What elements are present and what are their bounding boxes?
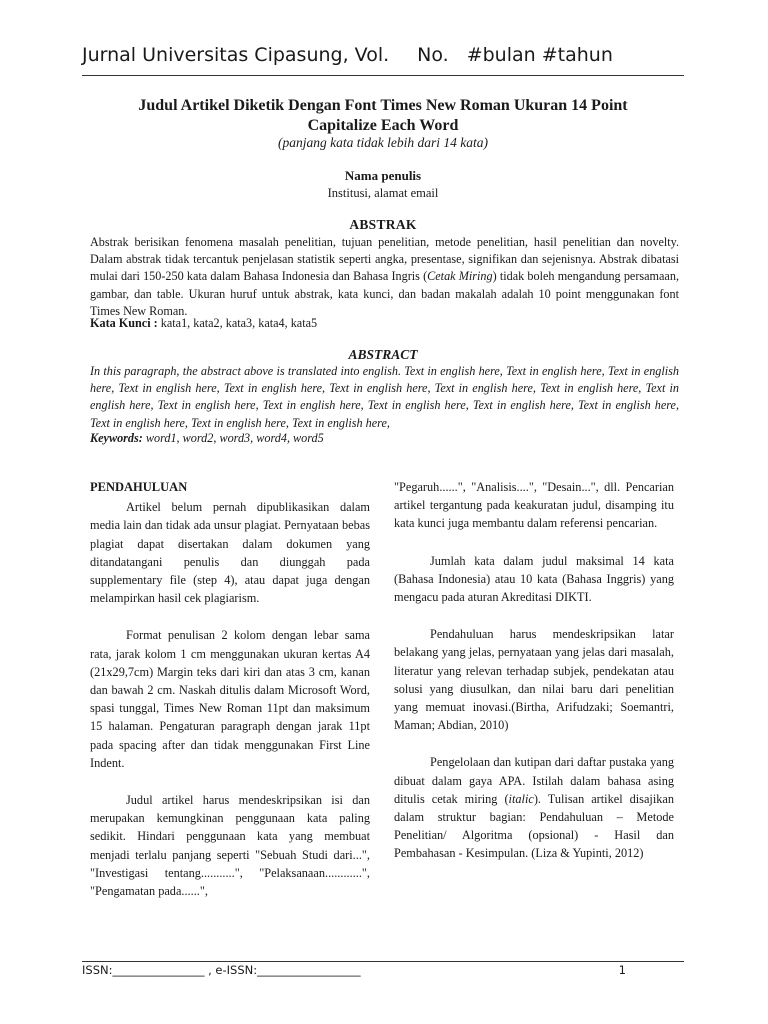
journal-name: Jurnal Universitas Cipasung, Vol. xyxy=(82,44,390,66)
abstrak-heading: ABSTRAK xyxy=(349,217,417,232)
section-heading-pendahuluan: PENDAHULUAN xyxy=(90,480,188,494)
article-title xyxy=(82,96,684,136)
abstrak-text-part2: ) tidak boleh mengandung persamaan, gambar, dan table. Ukuran huruf untuk abstrak, kata kunci, dan badan makalah adalah 10 point menggunakan font Times New Roman. xyxy=(90,269,679,318)
keywords-values: word1, word2, word3, word4, word5 xyxy=(142,431,324,445)
author-institution: Institusi, alamat email xyxy=(327,186,439,200)
footer-rule xyxy=(82,961,684,962)
body-paragraph-italic: italic xyxy=(508,791,534,806)
kata-kunci-label: Kata Kunci : xyxy=(90,316,158,330)
abstract-text: In this paragraph, the abstract above is translated into english. Text in english here, Text in english here, Text in english here, Text in english here, Text in english here, Text in english here, Text in english here, Text in english here, Text in english here, Text in english here, Text in english here, Text in english here, Text in english here, Text in english here, Text in english here, Text in english here, Text in english here, xyxy=(90,364,679,430)
abstract-heading: ABSTRACT xyxy=(348,347,418,362)
body-paragraph: Format penulisan 2 kolom dengan lebar sama rata, jarak kolom 1 cm menggunakan ukuran kertas A4 (21x29,7cm) Margin teks dari kiri dan atas 3 cm, kanan dan bawah 2 cm. Naskah ditulis dalam Microsoft Word, spasi tunggal, Times New Roman 11pt dan maksimum 15 halaman. Pengaturan paragraph dengan jarak 11pt pada spacing after dan tidak menggunakan First Line Indent. xyxy=(90,628,370,770)
title-line-2: Capitalize Each Word xyxy=(307,117,459,134)
keywords-label: Keywords: xyxy=(90,431,143,445)
body-paragraph: Judul artikel harus mendeskripsikan isi dan merupakan kemungkinan penggunaan kata paling sedikit. Hindari penggunaan kata yang membuat menjadi terlalu panjang seperti "Sebuah Studi dari...", "Investigasi tentang...........", "Pelaksanaan............", "Pengamatan pada......", xyxy=(90,793,370,899)
body-paragraph: Pendahuluan harus mendeskripsikan latar belakang yang jelas, pernyataan yang jelas dari masalah, literatur yang relevan terhadap subjek, pendekatan atau solusi yang diusulkan, dan nilai baru dari penelitian yang memuat inovasi.(Birtha, Arifudzaki; Soemantri, Maman; Abdian, 2010) xyxy=(394,627,674,733)
kata-kunci xyxy=(90,316,679,331)
keywords xyxy=(90,431,679,446)
abstrak-text xyxy=(90,234,679,320)
abstrak-text-part1: Abstrak berisikan fenomena masalah penelitian, tujuan penelitian, metode penelitian, hasil penelitian dan novelty. Dalam abstrak tidak tercantuk penjelasan statistik seperti angka, presentase, signifikan dan sejenisnya. Abstrak dibatasi mulai dari 150-250 kata dalam Bahasa Indonesia dan Bahasa Ingris ( xyxy=(90,235,679,284)
body-paragraph: "Pegaruh......", "Analisis....", "Desain...", dll. Pencarian artikel tergantung pada keakuratan judul, disamping itu kata kunci juga membantu dalam referensi pencarian. xyxy=(394,480,674,531)
body-paragraph xyxy=(394,753,674,862)
kata-kunci-values: kata1, kata2, kata3, kata4, kata5 xyxy=(157,316,318,330)
title-note: (panjang kata tidak lebih dari 14 kata) xyxy=(278,135,488,150)
journal-date: #bulan #tahun xyxy=(466,44,613,66)
body-paragraph: Artikel belum pernah dipublikasikan dalam media lain dan tidak ada unsur plagiat. Pernyataan bebas plagiat dapat disertakan dalam dokumen yang ditandatangani penulis dan diunggah pada supplementary file (step 4), atau dapat juga dengan melampirkan hasil cek plagiarism. xyxy=(90,500,370,606)
right-column xyxy=(394,478,674,882)
issn-line: ISSN:________________ , e-ISSN:__________________ xyxy=(82,963,361,977)
journal-header xyxy=(82,44,682,66)
left-column xyxy=(90,478,370,919)
abstrak-text-italic: Cetak Miring xyxy=(427,269,493,284)
body-paragraph: Jumlah kata dalam judul maksimal 14 kata (Bahasa Indonesia) atau 10 kata (Bahasa Inggris) yang mengacu pada aturan Akreditasi DIKTI. xyxy=(394,553,674,605)
body-paragraph-part1: Pengelolaan dan kutipan dari daftar pustaka yang dibuat dalam gaya APA. Istilah dalam bahasa asing ditulis cetak miring ( xyxy=(394,755,674,806)
header-rule xyxy=(82,75,684,76)
author-name: Nama penulis xyxy=(344,168,422,183)
page-number: 1 xyxy=(618,963,626,977)
title-line-1: Judul Artikel Diketik Dengan Font Times New Roman Ukuran 14 Point xyxy=(138,97,628,114)
journal-number: No. xyxy=(417,44,449,66)
body-paragraph-part2: ). Tulisan artikel disajikan dalam struktur bagian: Pendahuluan – Metode Penelitian/ Algoritma (opsional) - Hasil dan Pembahasan - Kesimpulan. (Liza & Yupinti, 2012) xyxy=(394,791,674,861)
